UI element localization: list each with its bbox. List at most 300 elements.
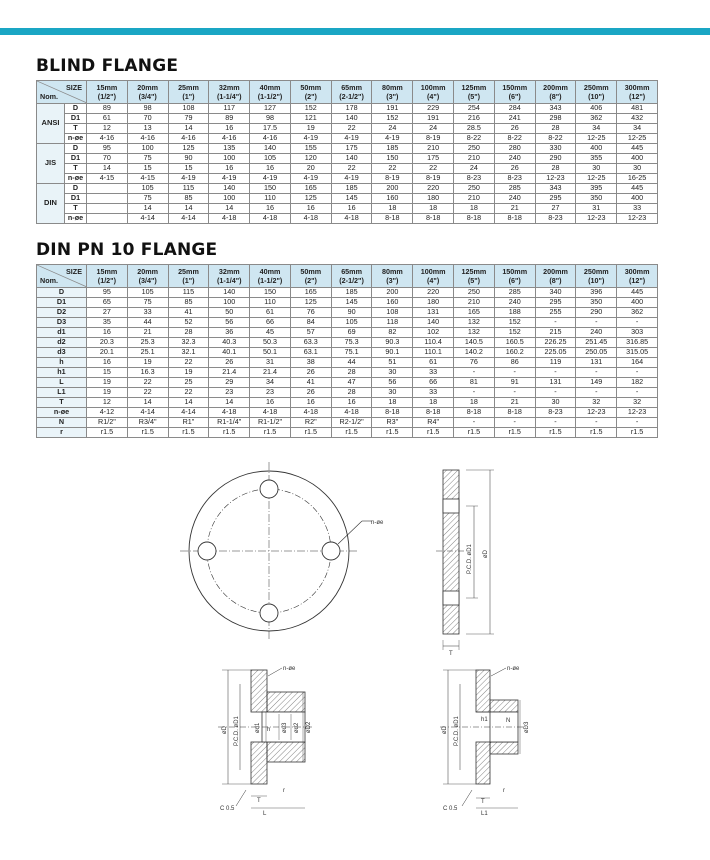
value-cell: 16 — [290, 204, 331, 214]
value-cell: 8-18 — [372, 408, 413, 418]
value-cell: 132 — [454, 328, 495, 338]
value-cell: 165 — [454, 308, 495, 318]
size-inch: (1/2") — [97, 276, 116, 285]
size-inch: (5") — [467, 276, 481, 285]
value-cell: 16 — [87, 328, 128, 338]
value-cell: - — [576, 368, 617, 378]
value-cell: 8-19 — [413, 174, 454, 184]
value-cell: 20 — [290, 164, 331, 174]
value-cell: 22 — [127, 388, 168, 398]
value-cell: 8-22 — [535, 134, 576, 144]
row-label: L — [37, 378, 87, 388]
value-cell: 21 — [494, 204, 535, 214]
value-cell: 14 — [127, 398, 168, 408]
value-cell: 284 — [494, 104, 535, 114]
value-cell: 23 — [250, 388, 291, 398]
value-cell: 4-14 — [127, 214, 168, 224]
value-cell: 13 — [127, 124, 168, 134]
row-label: T — [65, 124, 87, 134]
value-cell: 4-19 — [290, 134, 331, 144]
value-cell: - — [576, 388, 617, 398]
value-cell: 90 — [168, 154, 209, 164]
value-cell: 61 — [250, 308, 291, 318]
row-label: n-øe — [65, 214, 87, 224]
value-cell: 28 — [331, 368, 372, 378]
side-pcd-label: P.C.D. øD1 — [467, 544, 473, 574]
size-mm: 125mm — [461, 267, 487, 276]
value-cell: 400 — [576, 144, 617, 154]
value-cell: 50.1 — [250, 348, 291, 358]
value-cell: 8-23 — [535, 214, 576, 224]
value-cell: 4-18 — [331, 408, 372, 418]
value-cell: 149 — [576, 378, 617, 388]
value-cell: 22 — [127, 378, 168, 388]
value-cell: 18 — [413, 398, 454, 408]
value-cell: 8-18 — [494, 408, 535, 418]
size-inch: (3") — [386, 276, 399, 285]
value-cell: - — [535, 418, 576, 428]
value-cell: 22 — [331, 124, 372, 134]
size-mm: 32mm — [218, 267, 240, 276]
value-cell: 140.2 — [454, 348, 495, 358]
value-cell: r1.5 — [250, 428, 291, 438]
flange1-l-label: L — [263, 811, 267, 817]
size-mm: 40mm — [259, 267, 281, 276]
value-cell: 4-18 — [290, 408, 331, 418]
value-cell: 12-25 — [617, 134, 658, 144]
value-cell: 28 — [535, 124, 576, 134]
size-inch: (1") — [182, 92, 195, 101]
size-mm: 25mm — [178, 267, 199, 276]
size-inch: (6") — [508, 276, 521, 285]
value-cell: 152 — [372, 114, 413, 124]
value-cell: 110.4 — [413, 338, 454, 348]
value-cell: 343 — [535, 104, 576, 114]
value-cell: 285 — [494, 184, 535, 194]
value-cell: 12-23 — [576, 214, 617, 224]
value-cell: 18 — [454, 204, 495, 214]
value-cell: 20.1 — [87, 348, 128, 358]
value-cell: - — [454, 388, 495, 398]
value-cell: 75.1 — [331, 348, 372, 358]
size-mm: 40mm — [259, 83, 281, 92]
value-cell: 33 — [413, 368, 454, 378]
value-cell: 61 — [413, 358, 454, 368]
size-mm: 100mm — [420, 83, 446, 92]
value-cell: 160.2 — [494, 348, 535, 358]
value-cell: 200 — [372, 288, 413, 298]
value-cell: 400 — [617, 298, 658, 308]
value-cell: 15 — [127, 164, 168, 174]
side-view-drawing — [436, 470, 494, 650]
value-cell: 79 — [168, 114, 209, 124]
value-cell: 350 — [576, 194, 617, 204]
size-inch: (10") — [588, 92, 605, 101]
value-cell: 188 — [494, 308, 535, 318]
value-cell: 140 — [331, 114, 372, 124]
value-cell: 118 — [372, 318, 413, 328]
value-cell: 164 — [617, 358, 658, 368]
row-label: D1 — [65, 114, 87, 124]
value-cell: 57 — [290, 328, 331, 338]
value-cell: 31 — [576, 204, 617, 214]
flange1-pcd-label: P.C.D. øD1 — [234, 716, 240, 746]
value-cell: R1-1/4" — [209, 418, 250, 428]
size-inch: (4") — [427, 92, 440, 101]
value-cell: 44 — [127, 318, 168, 328]
value-cell: 155 — [290, 144, 331, 154]
size-inch: (12") — [628, 92, 646, 101]
value-cell: 406 — [576, 104, 617, 114]
value-cell: 14 — [209, 204, 250, 214]
value-cell: 31 — [250, 358, 291, 368]
value-cell: 30 — [535, 398, 576, 408]
value-cell: 25.3 — [127, 338, 168, 348]
value-cell: 120 — [290, 154, 331, 164]
value-cell: 16-25 — [617, 174, 658, 184]
value-cell: 14 — [87, 164, 128, 174]
value-cell: 135 — [209, 144, 250, 154]
value-cell: 69 — [331, 328, 372, 338]
value-cell: 105 — [331, 318, 372, 328]
flange1-d-label: øD — [222, 726, 228, 734]
value-cell: 14 — [209, 398, 250, 408]
value-cell: 16.3 — [127, 368, 168, 378]
value-cell: 108 — [372, 308, 413, 318]
value-cell: 15 — [168, 164, 209, 174]
value-cell: 28 — [168, 328, 209, 338]
value-cell: 15 — [87, 368, 128, 378]
value-cell: 24 — [454, 164, 495, 174]
row-label: T — [65, 164, 87, 174]
value-cell: 445 — [617, 288, 658, 298]
size-mm: 50mm — [300, 83, 322, 92]
value-cell: 22 — [413, 164, 454, 174]
value-cell: 250 — [454, 288, 495, 298]
value-cell: 4-18 — [290, 214, 331, 224]
value-cell: 22 — [168, 388, 209, 398]
size-mm: 200mm — [543, 267, 568, 276]
size-mm: 250mm — [583, 83, 609, 92]
value-cell: 100 — [209, 298, 250, 308]
flange2-d-label: øD — [442, 726, 448, 734]
size-mm: 80mm — [381, 267, 403, 276]
size-inch: (3/4") — [138, 92, 157, 101]
row-label: n-øe — [37, 408, 87, 418]
value-cell: 229 — [413, 104, 454, 114]
size-inch: (2-1/2") — [339, 276, 364, 285]
value-cell: 34 — [617, 124, 658, 134]
flange2-r-label: r — [503, 788, 505, 794]
value-cell: 127 — [250, 104, 291, 114]
size-inch: (8") — [549, 92, 562, 101]
flange1-chamfer-label: C 0.5 — [220, 806, 235, 812]
value-cell: 110.1 — [413, 348, 454, 358]
value-cell: 8-18 — [413, 408, 454, 418]
value-cell: 4-15 — [127, 174, 168, 184]
value-cell: 33 — [617, 204, 658, 214]
flange2-pcd-label: P.C.D. øD1 — [454, 716, 460, 746]
value-cell: 90.1 — [372, 348, 413, 358]
value-cell: R2" — [290, 418, 331, 428]
row-label: r — [37, 428, 87, 438]
row-label: N — [37, 418, 87, 428]
value-cell: 12 — [87, 124, 128, 134]
value-cell: 38 — [290, 358, 331, 368]
value-cell: 40.3 — [209, 338, 250, 348]
value-cell: 210 — [454, 194, 495, 204]
value-cell: 26 — [494, 124, 535, 134]
value-cell: 8-22 — [494, 134, 535, 144]
value-cell: R4" — [413, 418, 454, 428]
value-cell: R3/4" — [127, 418, 168, 428]
value-cell: 21 — [127, 328, 168, 338]
value-cell: 19 — [87, 378, 128, 388]
value-cell: 35 — [87, 318, 128, 328]
size-inch: (10") — [588, 276, 605, 285]
value-cell: r1.5 — [209, 428, 250, 438]
value-cell: 81 — [454, 378, 495, 388]
value-cell: 110 — [250, 194, 291, 204]
value-cell: 4-16 — [168, 134, 209, 144]
value-cell: 210 — [454, 298, 495, 308]
value-cell: r1.5 — [168, 428, 209, 438]
value-cell: 75.3 — [331, 338, 372, 348]
flange1-D2-label: øD2 — [306, 721, 312, 733]
value-cell: 250.05 — [576, 348, 617, 358]
flange1-r-label: r — [283, 788, 285, 794]
value-cell: 4-18 — [209, 408, 250, 418]
size-mm: 20mm — [137, 267, 159, 276]
value-cell: 16 — [250, 164, 291, 174]
row-label: D1 — [65, 194, 87, 204]
value-cell: 27 — [535, 204, 576, 214]
size-inch: (1") — [182, 276, 195, 285]
value-cell: - — [494, 368, 535, 378]
value-cell: R3" — [372, 418, 413, 428]
value-cell: - — [454, 368, 495, 378]
row-label: D1 — [65, 154, 87, 164]
value-cell: 26 — [494, 164, 535, 174]
value-cell: - — [454, 418, 495, 428]
value-cell: 445 — [617, 184, 658, 194]
value-cell: 152 — [290, 104, 331, 114]
value-cell: 4-14 — [168, 408, 209, 418]
value-cell: 290 — [576, 308, 617, 318]
value-cell: 8-23 — [535, 408, 576, 418]
value-cell: 240 — [494, 298, 535, 308]
value-cell: 185 — [331, 288, 372, 298]
value-cell: 12-25 — [576, 134, 617, 144]
row-label: d1 — [37, 328, 87, 338]
value-cell: 61 — [87, 114, 128, 124]
nom-label: Nom. — [40, 276, 58, 285]
value-cell: 180 — [413, 298, 454, 308]
value-cell: 16 — [250, 204, 291, 214]
value-cell: 4-19 — [250, 174, 291, 184]
value-cell: r1.5 — [87, 428, 128, 438]
value-cell: R1" — [168, 418, 209, 428]
value-cell: 255 — [535, 308, 576, 318]
value-cell: 125 — [290, 194, 331, 204]
value-cell: 340 — [535, 288, 576, 298]
size-mm: 20mm — [137, 83, 159, 92]
value-cell: 12-23 — [617, 408, 658, 418]
flange1-d3-label: ød3 — [282, 722, 288, 733]
size-mm: 150mm — [502, 83, 528, 92]
value-cell: 29 — [209, 378, 250, 388]
value-cell: 152 — [494, 318, 535, 328]
value-cell: 32.3 — [168, 338, 209, 348]
blind-flange-title: BLIND FLANGE — [36, 56, 179, 76]
size-inch: (2") — [304, 276, 317, 285]
value-cell: 30 — [617, 164, 658, 174]
value-cell: 125 — [290, 298, 331, 308]
value-cell: 4-16 — [127, 134, 168, 144]
value-cell: 21.4 — [250, 368, 291, 378]
value-cell: 30 — [372, 388, 413, 398]
size-inch: (6") — [508, 92, 521, 101]
value-cell: 115 — [168, 184, 209, 194]
value-cell: 84 — [290, 318, 331, 328]
value-cell: 14 — [127, 204, 168, 214]
size-mm: 15mm — [96, 83, 118, 92]
value-cell: 108 — [168, 104, 209, 114]
value-cell: 145 — [331, 194, 372, 204]
value-cell: r1.5 — [494, 428, 535, 438]
value-cell: 21.4 — [209, 368, 250, 378]
value-cell: 150 — [372, 154, 413, 164]
row-label: T — [37, 398, 87, 408]
value-cell: 70 — [87, 154, 128, 164]
value-cell: 16 — [87, 358, 128, 368]
value-cell: r1.5 — [576, 428, 617, 438]
value-cell: 4-19 — [168, 174, 209, 184]
value-cell: 76 — [290, 308, 331, 318]
value-cell: - — [617, 318, 658, 328]
value-cell: 290 — [535, 154, 576, 164]
value-cell: - — [617, 388, 658, 398]
size-mm: 300mm — [624, 83, 650, 92]
value-cell: 432 — [617, 114, 658, 124]
value-cell: 8-18 — [454, 408, 495, 418]
value-cell: 52 — [168, 318, 209, 328]
value-cell: 14 — [168, 398, 209, 408]
value-cell: 98 — [127, 104, 168, 114]
value-cell: 56 — [372, 378, 413, 388]
value-cell: 41 — [290, 378, 331, 388]
value-cell: 63.3 — [290, 338, 331, 348]
value-cell: 160.5 — [494, 338, 535, 348]
row-label: D3 — [37, 318, 87, 328]
value-cell: 4-16 — [209, 134, 250, 144]
flange1-h-label: h — [267, 727, 271, 733]
row-label: D2 — [37, 308, 87, 318]
value-cell: 40.1 — [209, 348, 250, 358]
value-cell: 400 — [617, 154, 658, 164]
value-cell: - — [494, 388, 535, 398]
size-inch: (2-1/2") — [339, 92, 364, 101]
value-cell: 225.05 — [535, 348, 576, 358]
value-cell: 215 — [535, 328, 576, 338]
row-label: D — [65, 144, 87, 154]
value-cell: 32 — [576, 398, 617, 408]
value-cell: 32.1 — [168, 348, 209, 358]
value-cell: 355 — [576, 154, 617, 164]
value-cell: - — [535, 388, 576, 398]
value-cell: 91 — [494, 378, 535, 388]
value-cell: 25.1 — [127, 348, 168, 358]
value-cell: 18 — [454, 398, 495, 408]
value-cell: 240 — [494, 154, 535, 164]
value-cell: 56 — [209, 318, 250, 328]
side-d-label: øD — [483, 550, 489, 558]
size-inch: (1/2") — [97, 92, 116, 101]
value-cell: r1.5 — [535, 428, 576, 438]
row-label: n-øe — [65, 174, 87, 184]
value-cell: 30 — [576, 164, 617, 174]
size-inch: (1-1/4") — [216, 92, 242, 101]
value-cell: 28 — [331, 388, 372, 398]
value-cell: 350 — [576, 298, 617, 308]
value-cell: 145 — [331, 298, 372, 308]
value-cell: 400 — [617, 194, 658, 204]
value-cell: 220 — [413, 184, 454, 194]
size-mm: 80mm — [381, 83, 403, 92]
value-cell: 8-23 — [494, 174, 535, 184]
value-cell: - — [617, 368, 658, 378]
value-cell: 140 — [209, 184, 250, 194]
size-mm: 50mm — [300, 267, 322, 276]
size-inch: (1-1/2") — [257, 276, 283, 285]
value-cell: 251.45 — [576, 338, 617, 348]
value-cell: r1.5 — [127, 428, 168, 438]
value-cell: 250 — [454, 184, 495, 194]
value-cell: 95 — [87, 144, 128, 154]
value-cell: 90 — [331, 308, 372, 318]
size-mm: 65mm — [341, 267, 362, 276]
value-cell: 30 — [372, 368, 413, 378]
value-cell: R1-1/2" — [250, 418, 291, 428]
value-cell: - — [535, 318, 576, 328]
value-cell: 12-23 — [617, 214, 658, 224]
value-cell: 140 — [413, 318, 454, 328]
value-cell: r1.5 — [372, 428, 413, 438]
flange1-d1-label: ød1 — [255, 722, 261, 733]
value-cell: 254 — [454, 104, 495, 114]
value-cell: 4-18 — [209, 214, 250, 224]
value-cell: 8-22 — [454, 134, 495, 144]
value-cell: r1.5 — [617, 428, 658, 438]
value-cell: 14 — [168, 124, 209, 134]
value-cell: 98 — [250, 114, 291, 124]
row-label: d3 — [37, 348, 87, 358]
value-cell: 180 — [413, 194, 454, 204]
value-cell: 117 — [209, 104, 250, 114]
value-cell: - — [494, 418, 535, 428]
value-cell: 125 — [168, 144, 209, 154]
value-cell: 481 — [617, 104, 658, 114]
value-cell: 20.3 — [87, 338, 128, 348]
size-label: SIZE — [66, 267, 82, 276]
value-cell: 41 — [168, 308, 209, 318]
value-cell: 240 — [494, 194, 535, 204]
value-cell: 24 — [413, 124, 454, 134]
value-cell: 19 — [127, 358, 168, 368]
value-cell: 119 — [535, 358, 576, 368]
value-cell: 8-18 — [454, 214, 495, 224]
value-cell: 16 — [209, 164, 250, 174]
